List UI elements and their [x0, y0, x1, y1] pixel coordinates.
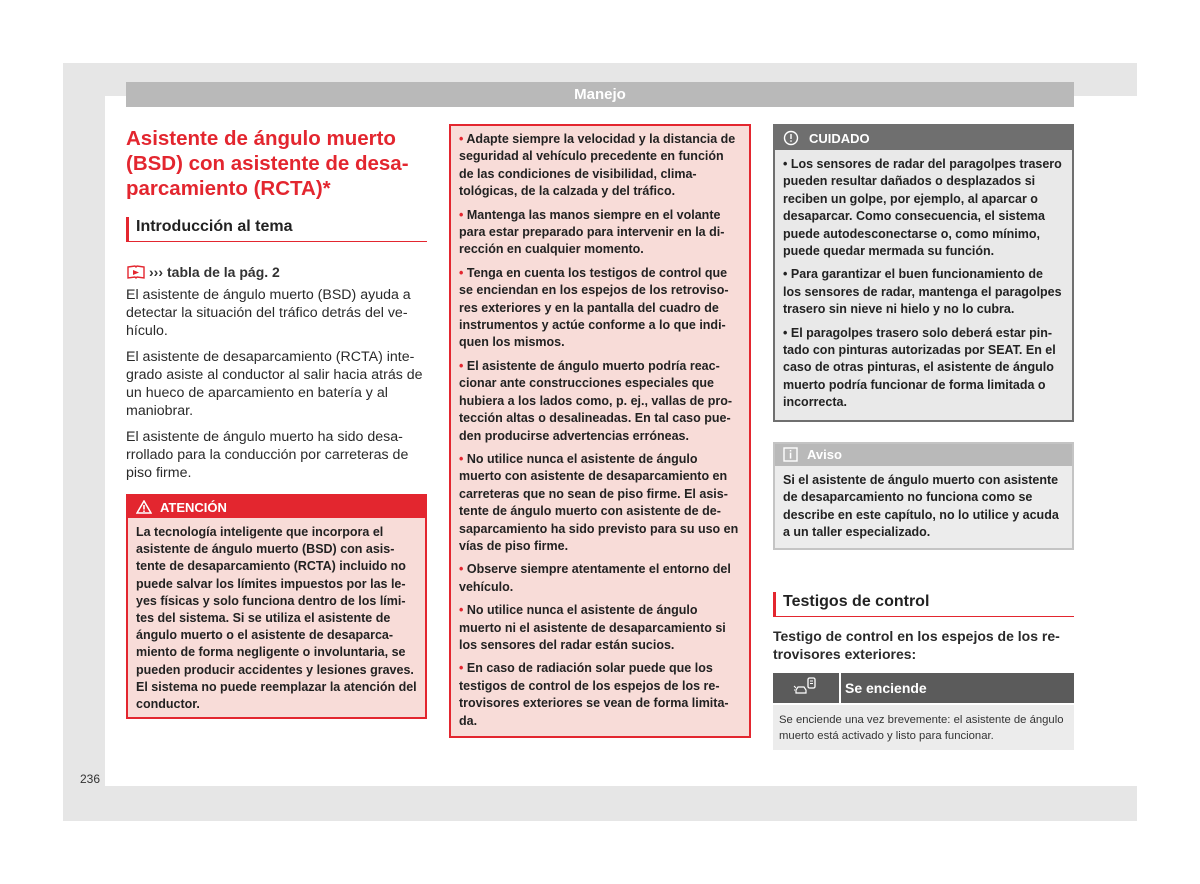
- reference-text: tabla de la pág. 2: [167, 264, 280, 280]
- caution-item: • Para garantizar el buen funcionamiento de los sensores de radar, mantenga el paragolpes trasero sin nieve ni hielo y no lo cubra.: [783, 267, 1062, 317]
- page-title: Asistente de ángulo muerto (BSD) con asistente de desaparcamiento (RCTA)*: [126, 127, 409, 200]
- column-middle: [449, 124, 751, 738]
- warning-item: • Tenga en cuenta los testigos de control que se enciendan en los espejos de los retrovisores exteriores y en la pantalla del cuadro de instrumentos y actúe conforme a lo que indiquen los mismos.: [459, 265, 729, 350]
- warning-item: • El asistente de ángulo muerto podría reaccionar ante construcciones especiales que hubiera a los lados como, p. ej., vallas de protección altas o desalineadas. En tal caso pueden producirse advertencias erróneas.: [459, 358, 733, 443]
- column-right: [773, 124, 1074, 750]
- warning-continuation-box: [449, 124, 751, 738]
- note-box: [773, 442, 1074, 551]
- intro-paragraph-1: El asistente de ángulo muerto (BSD) ayuda a detectar la situación del tráfico detrás del vehículo.: [126, 287, 411, 339]
- indicators-heading: Testigos de control: [773, 592, 1074, 617]
- exclamation-circle-icon: [783, 130, 799, 146]
- warning-box: [126, 494, 427, 719]
- indicator-symbol-cell: [773, 673, 841, 703]
- section-header: Manejo: [126, 82, 1074, 107]
- warning-item: • Adapte siempre la velocidad y la distancia de seguridad al vehículo precedente en función de las condiciones de visibilidad, climatológicas, de la calzada y del tráfico.: [459, 132, 736, 199]
- warning-item: • No utilice nunca el asistente de ángulo muerto ni el asistente de desaparcamiento si los sensores del radar están sucios.: [459, 603, 726, 652]
- warning-item: • No utilice nunca el asistente de ángulo muerto con asistente de desaparcamiento en carreteras que no sean de piso firme. El asistente de ángulo muerto con asistente de desaparcamiento ha sido previsto para su uso en vías de piso firme.: [459, 451, 739, 553]
- caution-body: [775, 150, 1072, 420]
- indicator-table-header: [773, 673, 1074, 703]
- indicator-table: [773, 673, 1074, 750]
- warning-header: [128, 496, 425, 518]
- caution-header: [775, 126, 1072, 150]
- info-icon: [783, 447, 798, 462]
- caution-item: • El paragolpes trasero solo deberá estar pintado con pinturas autorizadas por SEAT. En el caso de otras pinturas, el asistente de ángulo muerto podría funcionar de forma limitada o incorrecta.: [783, 325, 1056, 410]
- caution-item: • Los sensores de radar del paragolpes trasero pueden resultar dañados o desplazados si reciben un golpe, por ejemplo, al aparcar o desaparcar. Como consecuencia, el sistema puede autodesconectarse o, como mínimo, puede quedar mermada su función.: [783, 157, 1062, 259]
- page-number: 236: [80, 772, 101, 786]
- indicator-description: Se enciende una vez brevemente: el asistente de ángulo muerto está activado y listo para funcionar.: [773, 705, 1074, 750]
- caution-label: CUIDADO: [809, 130, 870, 146]
- column-left: [126, 124, 427, 719]
- warning-text: La tecnología inteligente que incorpora el asistente de ángulo muerto (BSD) con asistente de desaparcamiento (RCTA) incluido no puede salvar los límites impuestos por las leyes físicas y solo funciona dentro de los límites del sistema. Si se utiliza el asistente de ángulo muerto o el asistente de desaparcamiento de forma negligente o involuntaria, se pueden producir accidentes y lesiones graves. El sistema no puede reemplazar la atención del conductor.: [136, 525, 417, 712]
- intro-heading: Introducción al tema: [126, 217, 427, 242]
- note-label: Aviso: [807, 447, 842, 463]
- warning-item: • Mantenga las manos siempre en el volante para estar preparado para intervenir en la dirección en cualquier momento.: [459, 207, 725, 257]
- table-reference[interactable]: [126, 264, 427, 280]
- note-text: Si el asistente de ángulo muerto con asistente de desaparcamiento no funciona como se describe en este capítulo, no lo utilice y acuda a un taller especializado.: [783, 472, 1059, 539]
- warning-label: ATENCIÓN: [160, 499, 227, 515]
- reference-arrows: ›››: [149, 264, 163, 280]
- book-play-icon: [126, 264, 146, 280]
- note-header: [775, 444, 1072, 466]
- warning-item: • Observe siempre atentamente el entorno del vehículo.: [459, 562, 731, 594]
- indicator-header-text: Se enciende: [845, 680, 927, 697]
- indicators-lead: Testigo de control en los espejos de los retrovisores exteriores:: [773, 628, 1060, 663]
- warning-item: • En caso de radiación solar puede que los testigos de control de los espejos de los retrovisores exteriores se vean de forma limitada.: [459, 661, 729, 728]
- blind-spot-mirror-icon: [793, 677, 819, 700]
- caution-box: [773, 124, 1074, 422]
- intro-paragraph-3: El asistente de ángulo muerto ha sido desarrollado para la conducción por carreteras de piso firme.: [126, 429, 409, 481]
- warning-triangle-icon: [136, 500, 152, 514]
- intro-paragraph-2: El asistente de desaparcamiento (RCTA) integrado asiste al conductor al salir hacia atrás de un hueco de aparcamiento en batería y al maniobrar.: [126, 349, 423, 419]
